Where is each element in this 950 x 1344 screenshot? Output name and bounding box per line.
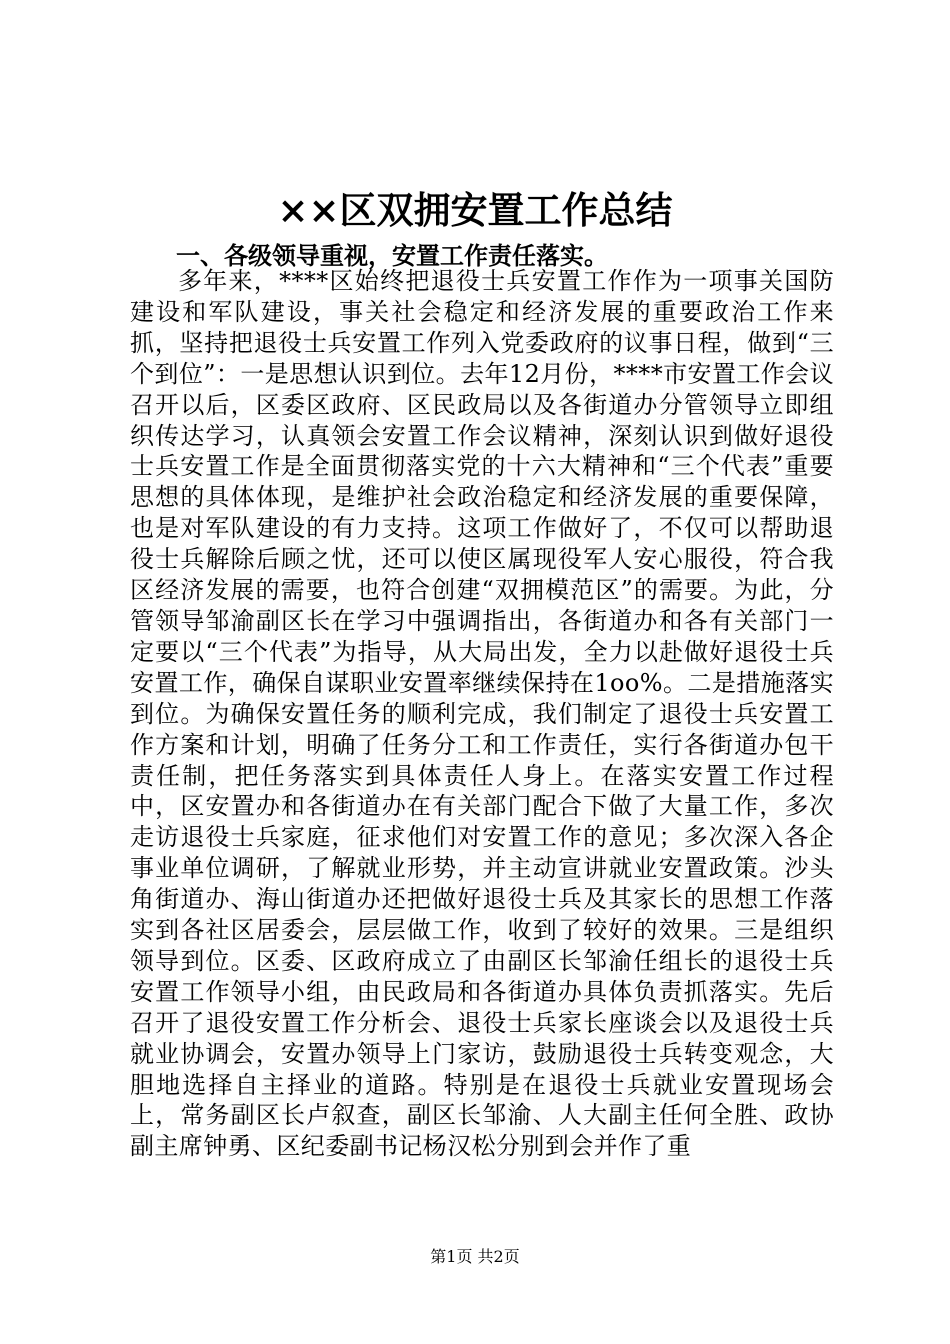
body-paragraph: 多年来，****区始终把退役士兵安置工作作为一项事关国防建设和军队建设，事关社会稳定和经济发展的重要政治工作来抓，坚持把退役士兵安置工作列入党委政府的议事日程，做到“三个到位”：一是思想认识到位。去年12月份，****市安置工作会议召开以后，区委区政府、区民政局以及各街道办分管领导立即组织传达学习，认真领会安置工作会议精神，深刻认识到做好退役士兵安置工作是全面贯彻落实党的十六大精神和“三个代表”重要思想的具体体现，是维护社会政治稳定和经济发展的重要保障，也是对军队建设的有力支持。这项工作做好了，不仅可以帮助退役士兵解除后顾之忧，还可以使区属现役军人安心服役，符合我区经济发展的需要，也符合创建“双拥模范区”的需要。为此，分管领导邹渝副区长在学习中强调指出，各街道办和各有关部门一定要以“三个代表”为指导，从大局出发，全力以赴做好退役士兵安置工作，确保自谋职业安置率继续保持在1oo%。二是措施落实到位。为确保安置任务的顺利完成，我们制定了退役士兵安置工作方案和计划，明确了任务分工和工作责任，实行各街道办包干责任制，把任务落实到具体责任人身上。在落实安置工作过程中，区安置办和各街道办在有关部门配合下做了大量工作，多次走访退役士兵家庭，征求他们对安置工作的意见；多次深入各企事业单位调研，了解就业形势，并主动宣讲就业安置政策。沙头角街道办、海山街道办还把做好退役士兵及其家长的思想工作落实到各社区居委会，层层做工作，收到了较好的效果。三是组织领导到位。区委、区政府成立了由副区长邹渝任组长的退役士兵安置工作领导小组，由民政局和各街道办具体负责抓落实。先后召开了退役安置工作分析会、退役士兵家长座谈会以及退役士兵就业协调会，安置办领导上门家访，鼓励退役士兵转变观念，大胆地选择自主择业的道路。特别是在退役士兵就业安置现场会上，常务副区长卢叙查，副区长邹渝、人大副主任何全胜、政协副主席钟勇、区纪委副书记杨汉松分别到会并作了重 [130, 267, 834, 1161]
section-heading: 一、各级领导重视，安置工作责任落实。 [176, 241, 608, 270]
page-footer: 第1页 共2页 [430, 1247, 520, 1266]
document-title: ××区双拥安置工作总结 [277, 188, 673, 232]
